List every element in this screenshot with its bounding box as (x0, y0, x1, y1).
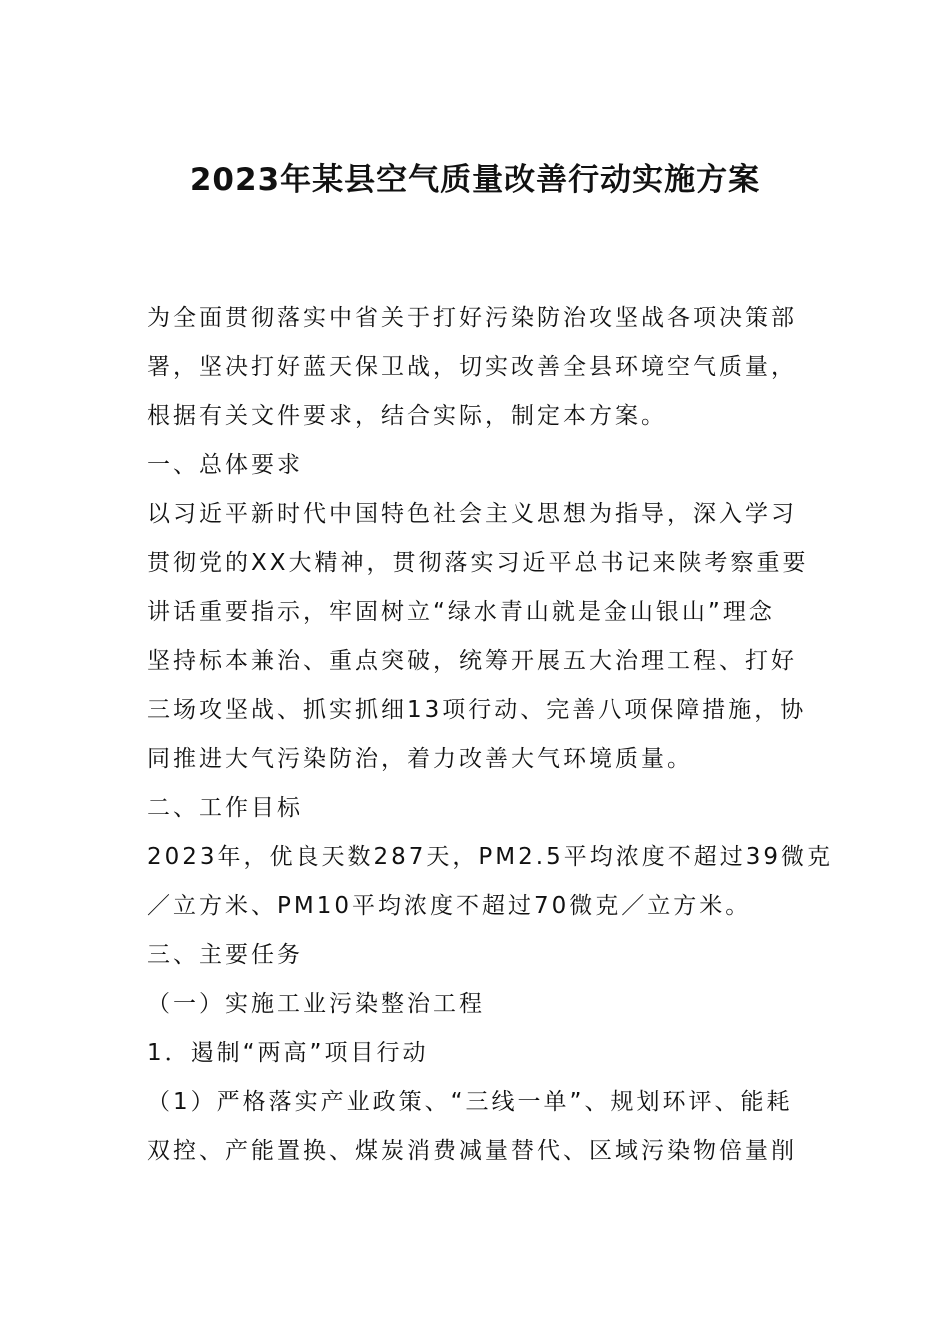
body-line: 同推进大气污染防治，着力改善大气环境质量。 (147, 746, 693, 772)
section-heading: 一、总体要求 (147, 452, 303, 478)
body-line: 三场攻坚战、抓实抓细13项行动、完善八项保障措施，协 (147, 697, 807, 723)
body-line: 2023年，优良天数287天，PM2.5平均浓度不超过39微克 (147, 844, 833, 870)
body-line: 双控、产能置换、煤炭消费减量替代、区域污染物倍量削 (147, 1138, 797, 1164)
section-heading: 三、主要任务 (147, 942, 303, 968)
document-body (147, 294, 833, 1176)
section-heading: 二、工作目标 (147, 795, 303, 821)
body-line: 根据有关文件要求，结合实际，制定本方案。 (147, 403, 667, 429)
body-line: ／立方米、PM10平均浓度不超过70微克／立方米。 (147, 893, 752, 919)
subsection-heading: （一）实施工业污染整治工程 (147, 991, 485, 1017)
body-line: （1）严格落实产业政策、“三线一单”、规划环评、能耗 (147, 1089, 793, 1115)
body-line: 坚持标本兼治、重点突破，统筹开展五大治理工程、打好 (147, 648, 797, 674)
body-line: 以习近平新时代中国特色社会主义思想为指导，深入学习 (147, 501, 797, 527)
body-line: 署，坚决打好蓝天保卫战，切实改善全县环境空气质量， (147, 354, 797, 380)
body-line: 为全面贯彻落实中省关于打好污染防治攻坚战各项决策部 (147, 305, 797, 331)
body-line: 贯彻党的XX大精神，贯彻落实习近平总书记来陕考察重要 (147, 550, 809, 576)
body-line: 讲话重要指示，牢固树立“绿水青山就是金山银山”理念 (147, 599, 775, 625)
document-title: 2023年某县空气质量改善行动实施方案 (189, 162, 761, 198)
item-heading: 1．遏制“两高”项目行动 (147, 1040, 429, 1066)
